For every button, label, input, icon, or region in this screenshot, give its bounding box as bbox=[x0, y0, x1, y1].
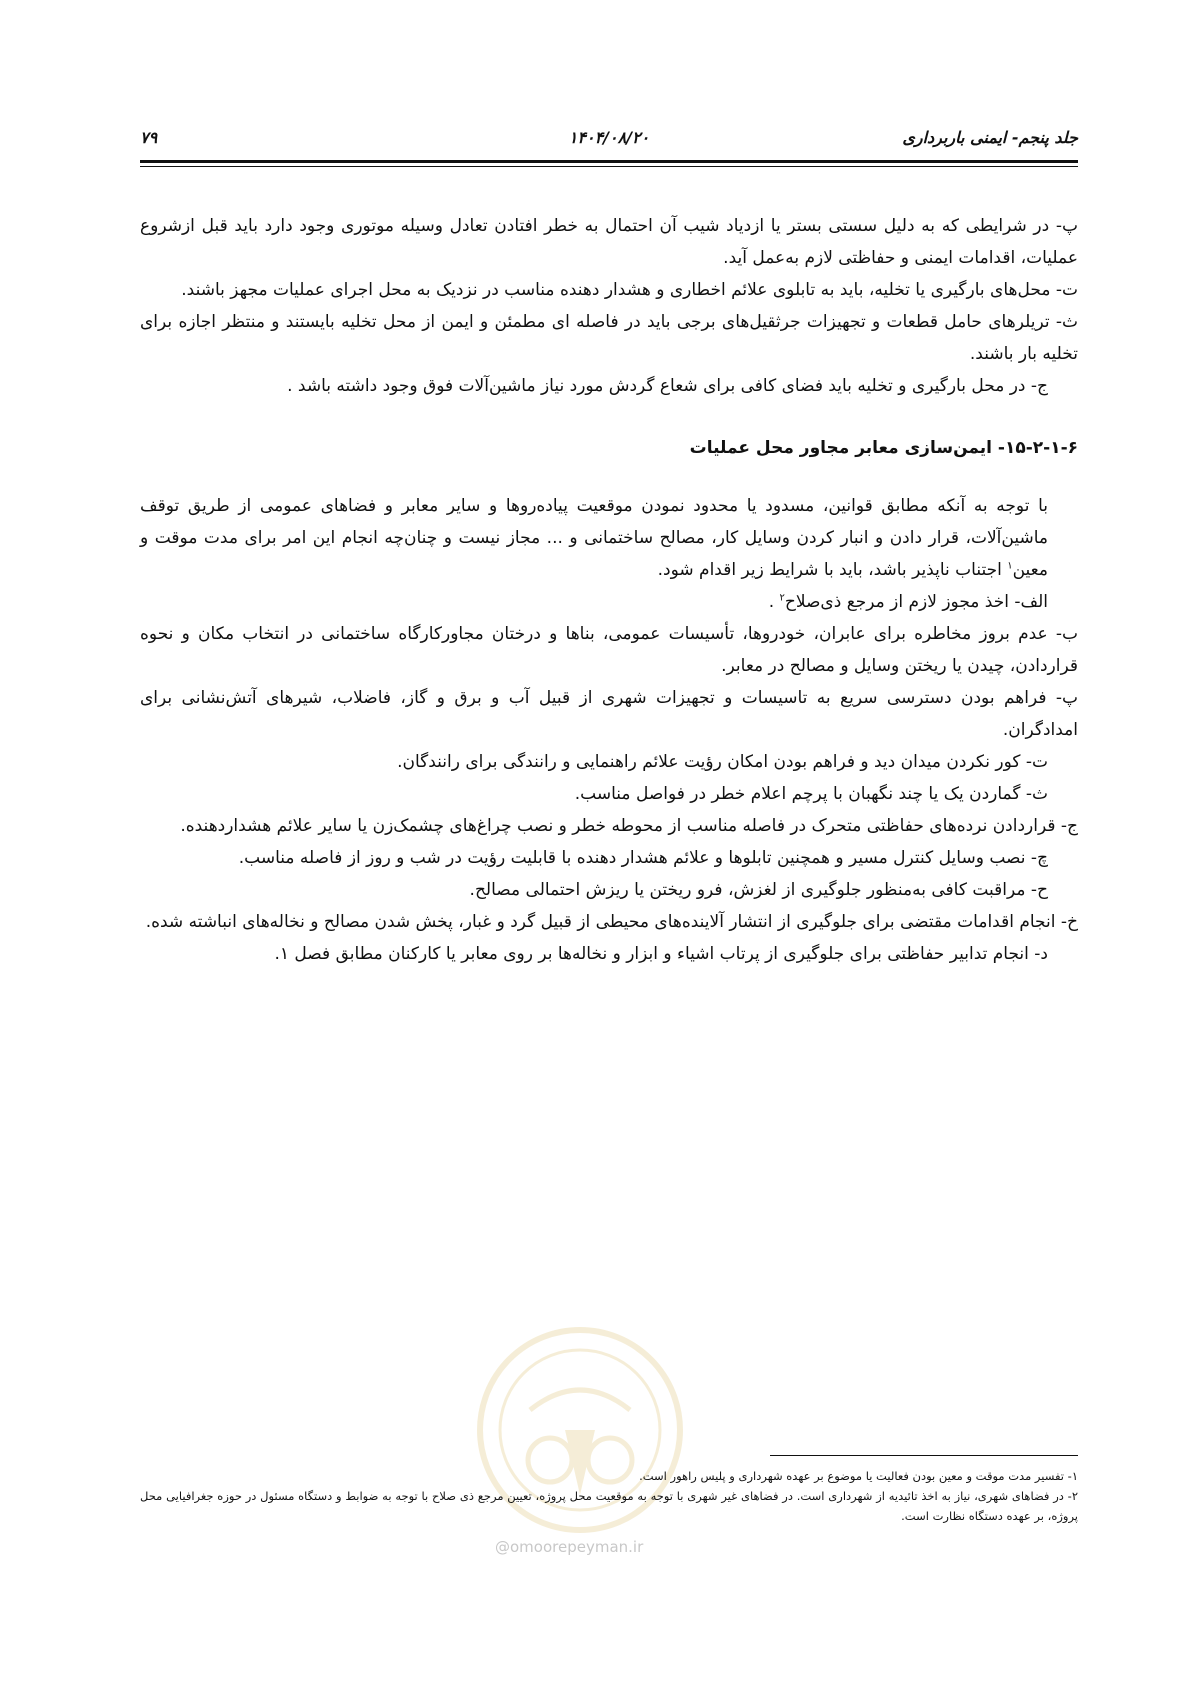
item-te: ت- کور نکردن میدان دید و فراهم بودن امکان رؤیت علائم راهنمایی و رانندگی برای رانندگان. bbox=[397, 752, 1048, 772]
item-be: ب- عدم بروز مخاطره برای عابران، خودروها، تأسیسات عمومی، بناها و درختان مجاورکارگاه ساختمانی در انتخاب مکان و نحوه قراردادن، چیدن یا ریختن وسایل و مصالح در معابر. bbox=[140, 624, 1078, 676]
intro-text-1: با توجه به آنکه مطابق قوانین، مسدود یا محدود نمودن موقعیت پیاده‌روها و سایر معابر و فضاهای عمومی از طریق توقف ماشین‌آلات، قرار دادن و انبار کردن وسایل کار، مصالح ساختمانی و ... مجاز نیست و چنان‌چه انجام این امر برای مدت موقت و معین bbox=[140, 496, 1048, 580]
item-jim: ج- قراردادن نرده‌های حفاظتی متحرک در فاصله مناسب از محوطه خطر و نصب چراغ‌های چشمک‌زن یا سایر علائم هشداردهنده. bbox=[180, 816, 1078, 836]
watermark-site: @omoorepeyman.ir bbox=[495, 1538, 644, 1556]
header-rule-thin bbox=[140, 166, 1078, 167]
footnote-ref-2: ۲ bbox=[779, 592, 785, 604]
footnote-rule bbox=[770, 1455, 1078, 1456]
paragraph-se: ث- تریلرهای حامل قطعات و تجهیزات جرثقیل‌های برجی باید در فاصله ای مطمئن و ایمن از محل تخلیه بایستند و منتظر اجازه برای تخلیه بار باشند. bbox=[140, 312, 1078, 364]
item-che: چ- نصب وسایل کنترل مسیر و همچنین تابلوها و علائم هشدار دهنده با قابلیت رؤیت در شب و روز از فاصله مناسب. bbox=[238, 848, 1048, 868]
item-alef-text: الف- اخذ مجوز لازم از مرجع ذی‌صلاح bbox=[784, 592, 1048, 612]
item-pe: پ- فراهم بودن دسترسی سریع به تاسیسات و تجهیزات شهری از قبیل آب و برق و گاز، فاضلاب، شیرهای آتش‌نشانی برای امدادگران. bbox=[140, 688, 1078, 740]
item-khe: خ- انجام اقدامات مقتضی برای جلوگیری از انتشار آلاینده‌های محیطی از قبیل گرد و غبار، پخش شدن مصالح و نخاله‌های انباشته شده. bbox=[145, 912, 1078, 932]
footnote-1: ۱- تفسیر مدت موقت و معین بودن فعالیت یا موضوع بر عهده شهرداری و پلیس راهور است. bbox=[639, 1469, 1078, 1483]
intro-paragraph bbox=[140, 490, 1078, 586]
item-dal: د- انجام تدابیر حفاظتی برای جلوگیری از پرتاب اشیاء و ابزار و نخاله‌ها بر روی معابر یا کارکنان مطابق فصل ۱. bbox=[274, 944, 1048, 964]
paragraph-te: ت- محل‌های بارگیری یا تخلیه، باید به تابلوی علائم اخطاری و هشدار دهنده مناسب در نزدیک به محل اجرای عملیات مجهز باشند. bbox=[181, 280, 1078, 300]
intro-text-2: اجتناب ناپذیر باشد، باید با شرایط زیر اقدام شود. bbox=[657, 560, 1008, 580]
item-he: ح- مراقبت کافی به‌منظور جلوگیری از لغزش، فرو ریختن یا ریزش احتمالی مصالح. bbox=[469, 880, 1048, 900]
paragraph-jim: ج- در محل بارگیری و تخلیه باید فضای کافی برای شعاع گردش مورد نیاز ماشین‌آلات فوق وجود داشته باشد . bbox=[287, 376, 1048, 396]
item-alef-end: . bbox=[768, 592, 780, 612]
header-date: ۱۴۰۴/۰۸/۲۰ bbox=[568, 128, 650, 147]
footnotes bbox=[140, 1466, 1078, 1526]
document-body bbox=[140, 210, 1078, 970]
footnote-2: ۲- در فضاهای شهری، نیاز به اخذ تائیدیه از شهرداری است. در فضاهای غیر شهری با توجه به موقعیت محل پروژه، تعیین مرجع ذی صلاح با توجه به ضوابط و دستگاه مسئول در حوزه جغرافیایی محل پروژه، بر عهده دستگاه نظارت است. bbox=[140, 1489, 1078, 1523]
paragraph-pe: پ- در شرایطی که به دلیل سستی بستر یا ازدیاد شیب آن احتمال به خطر افتادن تعادل وسیله موتوری وجود دارد باید قبل ازشروع عملیات، اقدامات ایمنی و حفاظتی لازم به‌عمل آید. bbox=[140, 216, 1078, 268]
page-number: ۷۹ bbox=[140, 128, 158, 147]
item-alef bbox=[140, 586, 1078, 618]
book-title: جلد پنجم- ایمنی باربرداری bbox=[902, 128, 1078, 147]
header-rule-thick bbox=[140, 160, 1078, 163]
item-se: ث- گماردن یک یا چند نگهبان با پرچم اعلام خطر در فواصل مناسب. bbox=[574, 784, 1048, 804]
footnote-ref-1: ۱ bbox=[1007, 560, 1013, 572]
section-heading: ۱۵-۲-۱-۶- ایمن‌سازی معابر مجاور محل عملیات bbox=[689, 438, 1078, 458]
running-header bbox=[140, 128, 1078, 154]
